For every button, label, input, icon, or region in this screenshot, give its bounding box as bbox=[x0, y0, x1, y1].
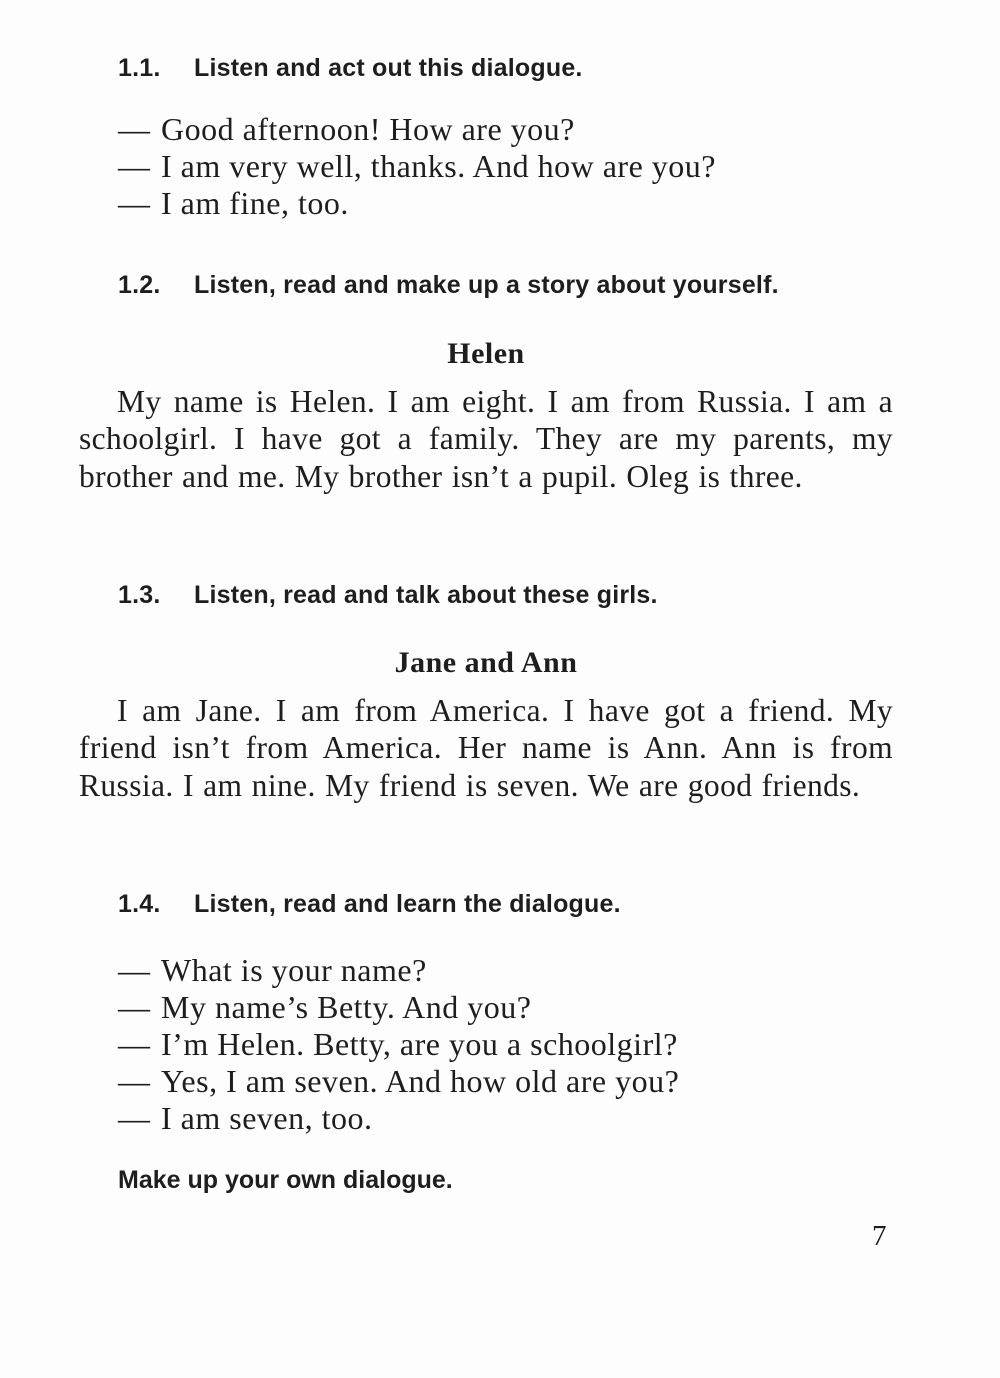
story-paragraph: I am Jane. I am from America. I have got a friend. My friend isn’t from America. Her name is Ann. Ann is from Russia. I am nine. My friend is seven. We are good friends. bbox=[79, 693, 893, 803]
dialogue-line: — Yes, I am seven. And how old are you? bbox=[118, 1063, 680, 1099]
story-paragraph: My name is Helen. I am eight. I am from Russia. I am a schoolgirl. I have got a family. They are my parents, my brother and me. My brother isn’t a pupil. Oleg is three. bbox=[79, 384, 893, 494]
dialogue-line: — I am fine, too. bbox=[118, 185, 349, 221]
dialogue-line: — I am very well, thanks. And how are you? bbox=[118, 148, 716, 184]
dialogue-line: — I am seven, too. bbox=[118, 1100, 373, 1136]
exercise-number: 1.4. bbox=[118, 890, 161, 918]
exercise-1-4-heading bbox=[118, 889, 621, 919]
exercise-number: 1.1. bbox=[118, 54, 161, 82]
dialogue-dash: — bbox=[118, 952, 151, 988]
dialogue-dash: — bbox=[118, 989, 151, 1025]
exercise-instruction: Listen and act out this dialogue. bbox=[194, 54, 583, 82]
exercise-instruction: Listen, read and learn the dialogue. bbox=[194, 890, 621, 918]
story-title: Jane and Ann bbox=[394, 646, 578, 679]
dialogue-dash: — bbox=[118, 1026, 151, 1062]
dialogue-line: — I’m Helen. Betty, are you a schoolgirl? bbox=[118, 1026, 678, 1062]
dialogue-dash: — bbox=[118, 148, 151, 184]
dialogue-line: — My name’s Betty. And you? bbox=[118, 989, 532, 1025]
exercise-number: 1.3. bbox=[118, 581, 161, 609]
dialogue-dash: — bbox=[118, 1063, 151, 1099]
dialogue-dash: — bbox=[118, 185, 151, 221]
exercise-number: 1.2. bbox=[118, 271, 161, 299]
page-number: 7 bbox=[872, 1220, 887, 1252]
dialogue-line: — What is your name? bbox=[118, 952, 427, 988]
exercise-instruction: Listen, read and talk about these girls. bbox=[194, 581, 658, 609]
dialogue-line: — Good afternoon! How are you? bbox=[118, 111, 575, 147]
follow-up-task: Make up your own dialogue. bbox=[118, 1166, 453, 1194]
story-title: Helen bbox=[447, 337, 525, 370]
dialogue-dash: — bbox=[118, 1100, 151, 1136]
exercise-1-3-heading bbox=[118, 580, 658, 610]
exercise-1-2-heading bbox=[118, 270, 779, 300]
dialogue-dash: — bbox=[118, 111, 151, 147]
exercise-instruction: Listen, read and make up a story about yourself. bbox=[194, 271, 779, 299]
exercise-1-1-heading bbox=[118, 53, 583, 83]
